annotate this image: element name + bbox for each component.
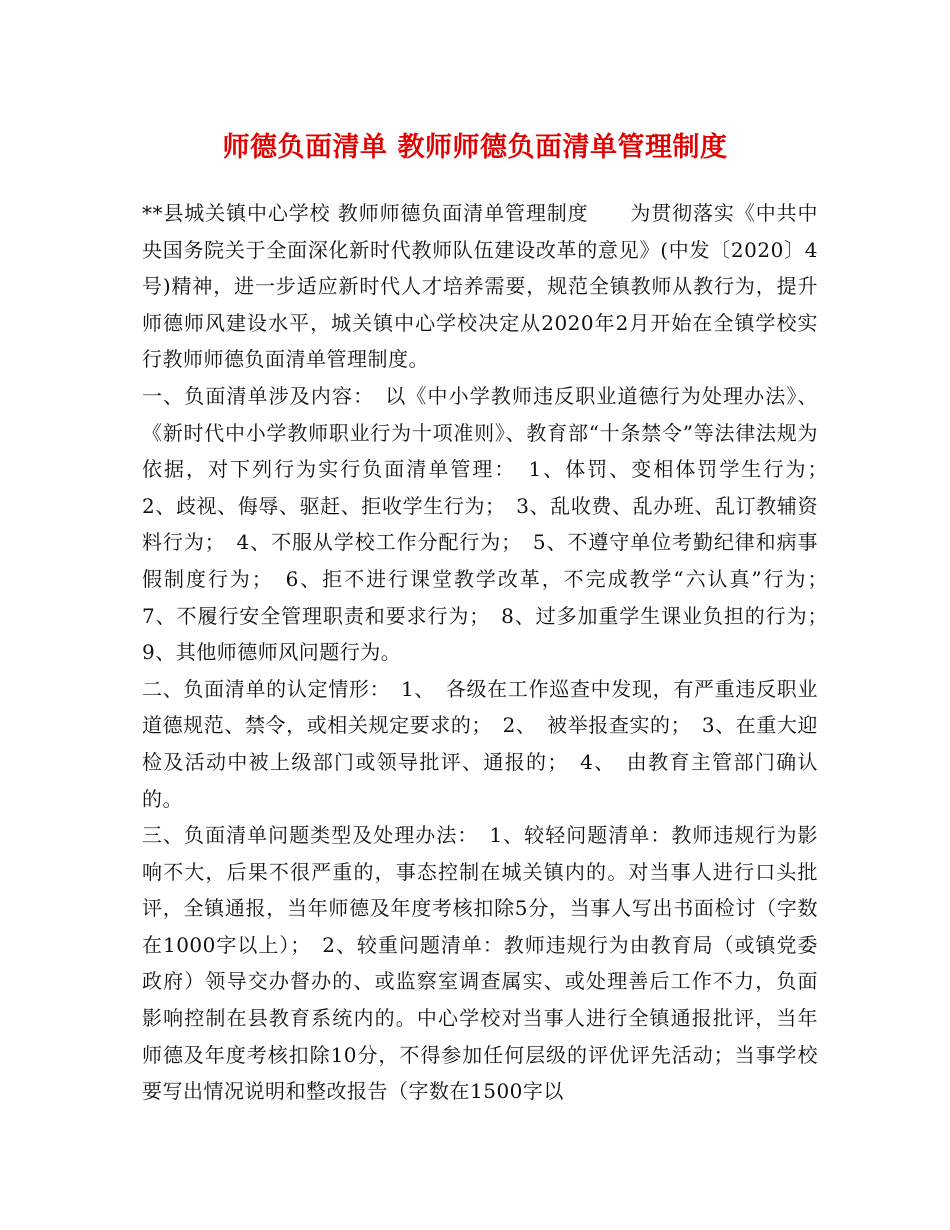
paragraph-section-3: 三、负面清单问题类型及处理办法： 1、较轻问题清单：教师违规行为影响不大，后果不很严重的，事态控制在城关镇内的。对当事人进行口头批评，全镇通报，当年师德及年度考核扣除5分，当事人写出书面检讨（字数在1000字以上）； 2、较重问题清单：教师违规行为由教育局（或镇党委政府）领导交办督办的、或监察室调查属实、或处理善后工作不力，负面影响控制在县教育系统内的。中心学校对当事人进行全镇通报批评，当年师德及年度考核扣除10分，不得参加任何层级的评优评先活动；当事学校要写出情况说明和整改报告（字数在1500字以 bbox=[142, 823, 818, 1104]
document-body bbox=[142, 195, 839, 1110]
paragraph-section-2: 二、负面清单的认定情形： 1、 各级在工作巡查中发现，有严重违反职业道德规范、禁令，或相关规定要求的； 2、 被举报查实的； 3、在重大迎检及活动中被上级部门或领导批评、通报的； 4、 由教育主管部门确认的。 bbox=[142, 676, 818, 811]
document-title: 师德负面清单 教师师德负面清单管理制度 bbox=[222, 132, 728, 163]
paragraph-section-1: 一、负面清单涉及内容： 以《中小学教师违反职业道德行为处理办法》、《新时代中小学教师职业行为十项准则》、教育部“十条禁令”等法律法规为依据，对下列行为实行负面清单管理： 1、体罚、变相体罚学生行为； 2、歧视、侮辱、驱赶、拒收学生行为； 3、乱收费、乱办班、乱订教辅资料行为； 4、不服从学校工作分配行为； 5、不遵守单位考勤纪律和病事假制度行为； 6、拒不进行课堂教学改革，不完成教学“六认真”行为； 7、不履行安全管理职责和要求行为； 8、过多加重学生课业负担的行为； 9、其他师德师风问题行为。 bbox=[142, 383, 839, 665]
paragraph-intro: **县城关镇中心学校 教师师德负面清单管理制度 为贯彻落实《中共中央国务院关于全面深化新时代教师队伍建设改革的意见》(中发〔2020〕4号)精神，进一步适应新时代人才培养需要，规范全镇教师从教行为，提升师德师风建设水平，城关镇中心学校决定从2020年2月开始在全镇学校实行教师师德负面清单管理制度。 bbox=[142, 201, 818, 372]
